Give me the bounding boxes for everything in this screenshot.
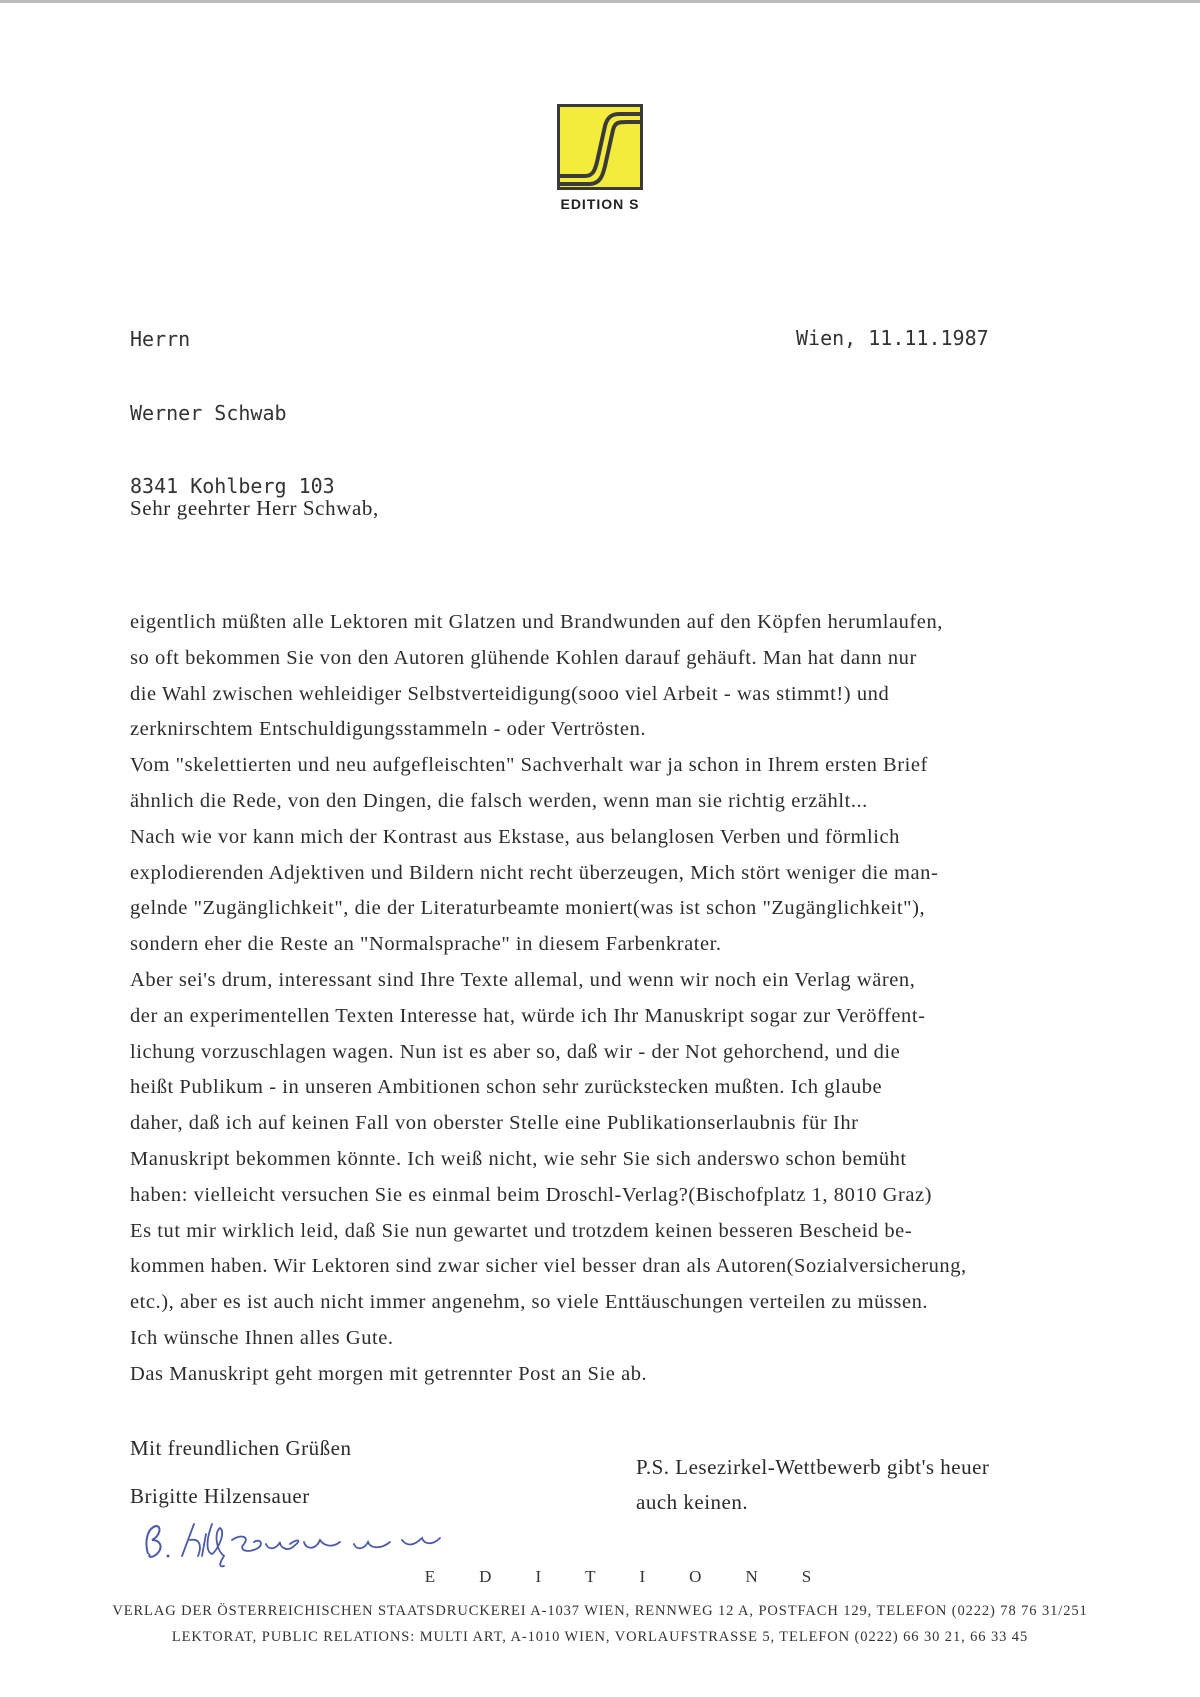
body-line: ähnlich die Rede, von den Dingen, die falsch werden, wenn man sie richtig erzählt... xyxy=(130,789,868,812)
page-top-edge xyxy=(0,0,1200,3)
edition-s-logo xyxy=(557,104,643,190)
body-line: gelnde "Zugänglichkeit", die der Literaturbeamte moniert(was ist schon "Zugänglichkeit"), xyxy=(130,897,926,920)
body-line: Vom "skelettierten und neu aufgefleischten" Sachverhalt war ja schon in Ihrem ersten Brief xyxy=(130,754,928,777)
body-line: etc.), aber es ist auch nicht immer angenehm, so viele Enttäuschungen verteilen zu müssen. xyxy=(130,1291,929,1314)
postscript-line: P.S. Lesezirkel-Wettbewerb gibt's heuer xyxy=(636,1455,990,1479)
letter-date: Wien, 11.11.1987 xyxy=(796,326,989,350)
postscript-line: auch keinen. xyxy=(636,1490,749,1514)
body-line: heißt Publikum - in unseren Ambitionen schon sehr zurückstecken mußten. Ich glaube xyxy=(130,1076,883,1099)
recipient-line: 8341 Kohlberg 103 xyxy=(130,474,335,498)
body-line: Aber sei's drum, interessant sind Ihre Texte allemal, und wenn wir noch ein Verlag wären, xyxy=(130,968,916,991)
body-line: zerknirschtem Entschuldigungsstammeln - oder Vertrösten. xyxy=(130,718,647,741)
body-line: daher, daß ich auf keinen Fall von oberster Stelle eine Publikationserlaubnis für Ihr xyxy=(130,1112,859,1135)
recipient-address xyxy=(130,278,335,523)
body-line: lichung vorzuschlagen wagen. Nun ist es aber so, daß wir - der Not gehorchend, und die xyxy=(130,1040,901,1063)
body-line: eigentlich müßten alle Lektoren mit Glatzen und Brandwunden auf den Köpfen herumlaufen, xyxy=(130,611,943,633)
footer-brand: EDITIONS xyxy=(424,1567,856,1586)
recipient-line: Herrn xyxy=(130,327,191,351)
sender-name: Brigitte Hilzensauer xyxy=(130,1484,310,1508)
footer-editorial-address: LEKTORAT, PUBLIC RELATIONS: MULTI ART, A-1010 WIEN, VORLAUFSTRASSE 5, TELEFON (0222) 66 30 21, 66 33 45 xyxy=(171,1629,1029,1645)
body-line: so oft bekommen Sie von den Autoren glühende Kohlen darauf gehäuft. Man hat dann nur xyxy=(130,646,917,669)
body-line: die Wahl zwischen wehleidiger Selbstverteidigung(sooo viel Arbeit - was stimmt!) und xyxy=(130,682,890,705)
body-line: Das Manuskript geht morgen mit getrennter Post an Sie ab. xyxy=(130,1362,648,1385)
body-line: sondern eher die Reste an "Normalsprache" in diesem Farbenkrater. xyxy=(130,933,722,956)
body-line: explodierenden Adjektiven und Bildern nicht recht überzeugen, Mich stört weniger die man- xyxy=(130,861,939,884)
body-line: der an experimentellen Texten Interesse hat, würde ich Ihr Manuskript sogar zur Veröffent- xyxy=(130,1004,926,1027)
body-line: haben: vielleicht versuchen Sie es einmal beim Droschl-Verlag?(Bischofplatz 1, 8010 Graz) xyxy=(130,1183,933,1206)
recipient-line: Werner Schwab xyxy=(130,400,287,425)
body-line: Nach wie vor kann mich der Kontrast aus Ekstase, aus belanglosen Verben und förmlich xyxy=(130,825,900,848)
body-line: Ich wünsche Ihnen alles Gute. xyxy=(130,1326,394,1349)
handwritten-signature xyxy=(140,1510,450,1570)
body-line: Es tut mir wirklich leid, daß Sie nun gewartet und trotzdem keinen besseren Bescheid be- xyxy=(130,1219,913,1242)
postscript xyxy=(636,1450,989,1520)
footer-publisher-address: VERLAG DER ÖSTERREICHISCHEN STAATSDRUCKEREI A-1037 WIEN, RENNWEG 12 A, POSTFACH 129, TELEFON (0222) 78 76 31/251 xyxy=(112,1603,1088,1619)
letter-body xyxy=(130,605,1130,1393)
body-line: Manuskript bekommen könnte. Ich weiß nicht, wie sehr Sie sich anderswo schon bemüht xyxy=(130,1147,907,1170)
body-line: kommen haben. Wir Lektoren sind zwar sicher viel besser dran als Autoren(Sozialversicherung, xyxy=(130,1255,967,1278)
salutation: Sehr geehrter Herr Schwab, xyxy=(130,496,379,520)
closing: Mit freundlichen Grüßen xyxy=(130,1436,352,1460)
logo-caption: EDITION S xyxy=(560,196,640,212)
